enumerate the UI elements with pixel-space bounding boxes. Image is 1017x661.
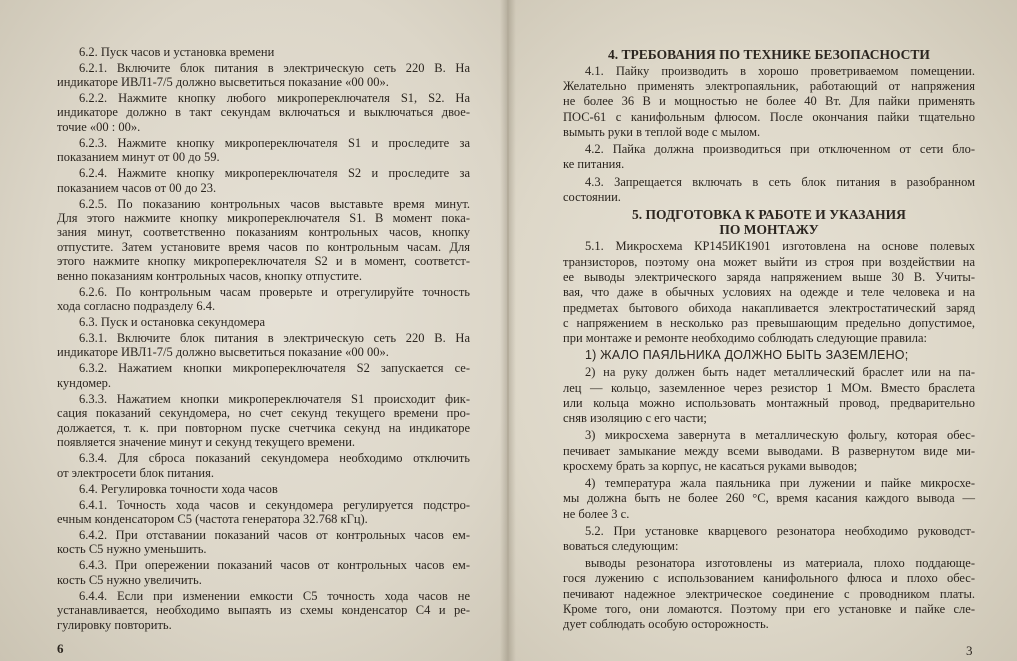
section-heading (563, 207, 975, 238)
right-page (509, 0, 1017, 661)
text-line: с напряжением в несколько раз превышающим предельно допустимое, (563, 315, 975, 330)
paragraph (563, 142, 975, 173)
text-line: 6.2.3. Нажмите кнопку микропереключателя S1 и проследите за (79, 135, 470, 150)
page-number-right: 3 (966, 643, 973, 658)
text-line: 6.2.1. Включите блок питания в электрическую сеть 220 В. На (79, 60, 470, 75)
text-line: состоянии. (563, 189, 621, 204)
text-line: 5. ПОДГОТОВКА К РАБОТЕ И УКАЗАНИЯ (632, 206, 906, 222)
paragraph (563, 428, 975, 474)
right-page-text (563, 45, 975, 633)
paragraph (57, 558, 470, 587)
text-line: 6.2.4. Нажмите кнопку микропереключателя S2 и проследите за (79, 166, 470, 181)
text-line: транзисторов, поэтому она может выйти из строя при воздействии на (563, 254, 975, 269)
text-line: от электросети блок питания. (57, 465, 214, 480)
left-page-text (57, 43, 470, 632)
text-line: кость С5 нужно увеличить. (57, 572, 202, 587)
text-line: 4. ТРЕБОВАНИЯ ПО ТЕХНИКЕ БЕЗОПАСНОСТИ (608, 46, 930, 62)
text-line: должается, т. к. при повторном пуске счетчика секунд на индикаторе (57, 420, 470, 435)
text-line: хода согласно подразделу 6.4. (57, 299, 216, 314)
text-line: отпустите. Затем установите время часов по контрольным часам. Для (57, 239, 470, 254)
text-line: 6.4.3. При опережении показаний часов от контрольных часов ем- (79, 558, 470, 573)
text-line: 4) температура жала паяльника при лужении и пайке микросхе- (585, 475, 975, 490)
text-line: не более 36 В и мощностью не более 40 Вт. Для пайки применять (563, 94, 975, 109)
text-line: Желательно применять электропаяльник, работающий от напряжения (563, 79, 975, 94)
text-line: 6.3.1. Включите блок питания в электрическую сеть 220 В. На (79, 331, 470, 346)
text-line: ке питания. (563, 157, 625, 172)
paragraph (57, 589, 470, 632)
text-line: 6.3. Пуск и остановка секундомера (79, 315, 266, 330)
text-line: не более 3 с. (563, 506, 630, 521)
text-line: гулировку повторить. (57, 617, 172, 632)
text-line: кость С5 нужно уменьшить. (57, 542, 207, 557)
text-line: вая, что даже в обычных условиях на одежде и теле человека и на (563, 285, 975, 300)
text-line: 6.2.6. По контрольным часам проверьте и отрегулируйте точность (79, 284, 470, 299)
text-line: 6.3.4. Для сброса показаний секундомера необходимо отключить (79, 451, 470, 466)
text-line: Для этого нажмите кнопку микропереключателя S1. В момент пока- (57, 211, 470, 226)
paragraph (57, 166, 470, 195)
text-line: 6.3.2. Нажатием кнопки микропереключателя S2 запускается се- (79, 361, 470, 376)
text-line: вымыть руки в теплой воде с мылом. (563, 125, 761, 140)
text-line: этого нажмите кнопку микропереключателя S2 и в момент, соответст- (57, 254, 470, 269)
paragraph (57, 136, 470, 165)
text-line: ечным конденсатором С5 (частота генератора 32.768 кГц). (57, 511, 368, 526)
text-line: 6.3.3. Нажатием кнопки микропереключателя S1 происходит фик- (79, 391, 470, 406)
paragraph (563, 524, 975, 555)
text-line: 6.4.4. Если при изменении емкости С5 точность хода часов не (79, 588, 470, 603)
text-line: кундомер. (57, 375, 112, 390)
paragraph (57, 498, 470, 527)
paragraph (563, 365, 975, 426)
text-line: Кроме того, они ломаются. Поэтому при его установке и пайке сле- (563, 601, 975, 616)
text-line: точие «00 : 00». (57, 119, 141, 134)
paragraph (57, 285, 470, 314)
text-line: 6.4.1. Точность хода часов и секундомера регулируется подстро- (79, 497, 470, 512)
paragraph (563, 64, 975, 140)
text-line: воваться следующим: (563, 538, 679, 553)
text-line: 3) микросхема завернута в металлическую фольгу, которая обес- (585, 428, 975, 443)
text-line: 4.1. Пайку производить в хорошо проветриваемом помещении. (585, 63, 975, 78)
text-line: 6.2.5. По показанию контрольных часов выставьте время минут. (79, 196, 470, 211)
paragraph (57, 361, 470, 390)
text-line: 2) на руку должен быть надет металлический браслет или на па- (585, 365, 975, 380)
text-line: 5.1. Микросхема КР145ИК1901 изготовлена на основе полевых (585, 239, 975, 254)
text-line: или кольца можно использовать монтажный провод, предварительно (563, 395, 975, 410)
text-line: сняв изоляцию с его части; (563, 411, 707, 426)
text-line: 4.3. Запрещается включать в сеть блок питания в разобранном (585, 174, 975, 189)
text-line: показанием часов от 00 до 23. (57, 180, 217, 195)
text-line: индикаторе ИВЛ1-7/5 должно высветиться показание «00 00». (57, 345, 389, 360)
text-line: 1) ЖАЛО ПАЯЛЬНИКА ДОЛЖНО БЫТЬ ЗАЗЕМЛЕНО; (585, 348, 909, 363)
left-page (0, 0, 507, 661)
book-gutter (500, 0, 516, 661)
text-line: показанием минут от 00 до 59. (57, 150, 220, 165)
text-line: устанавливается, необходимо выпаять из схемы конденсатор С4 и ре- (57, 603, 470, 618)
paragraph (563, 476, 975, 522)
text-line: мы должна быть не более 260 °С, время касания каждого вывода — (563, 491, 975, 506)
text-line: ее выводы электрического заряда напряжением выше 30 В. Учиты- (563, 269, 975, 284)
subsection-heading (57, 315, 470, 329)
paragraph (57, 91, 470, 134)
text-line: индикаторе должно в такт секундам включаться и выключаться двое- (57, 105, 470, 120)
text-line: зания минут, соответственно показаниям контрольных часов, кнопку (57, 225, 470, 240)
section-heading (563, 47, 975, 62)
text-line: 4.2. Пайка должна производиться при отключенном от сети бло- (585, 142, 975, 157)
paragraph (563, 348, 975, 363)
text-line: 6.2.2. Нажмите кнопку любого микропереключателя S1, S2. На (79, 91, 470, 105)
text-line: печивает замыкание между всеми выводами. В развернутом виде ми- (563, 443, 975, 458)
text-line: предметах бытового обихода накапливается электростатический заряд (563, 300, 975, 315)
text-line: 5.2. При установке кварцевого резонатора необходимо руководст- (585, 523, 975, 538)
paragraph (57, 528, 470, 557)
text-line: 6.4.2. При отставании показаний часов от контрольных часов ем- (79, 527, 470, 542)
paragraph (57, 61, 470, 90)
text-line: 6.2. Пуск часов и установка времени (79, 44, 275, 59)
text-line: венно показаниям контрольных часов, кнопку отпустите. (57, 268, 362, 283)
text-line: дует соблюдать особую осторожность. (563, 617, 769, 632)
text-line: 6.4. Регулировка точности хода часов (79, 481, 278, 496)
page-number-left: 6 (57, 641, 64, 656)
text-line: появляется значение минут и секунд текущего времени. (57, 435, 356, 450)
text-line: индикаторе ИВЛ1-7/5 должно высветиться показание «00 00». (57, 75, 389, 89)
paragraph (57, 392, 470, 450)
text-line: при монтаже и ремонте необходимо соблюдать следующие правила: (563, 331, 927, 346)
text-line: лец — кольцо, заземленное через резистор 1 МОм. Вместо браслета (563, 380, 975, 395)
paragraph (563, 239, 975, 346)
text-line: гося лужению с использованием канифольного флюса и плохо обес- (563, 571, 975, 586)
paragraph (563, 175, 975, 206)
text-line: кросхему брать за корпус, не касаться руками выводов; (563, 458, 858, 473)
text-line: сация показаний секундомера, но счет секунд текущего времени про- (57, 406, 470, 421)
paragraph (57, 197, 470, 283)
paragraph (563, 556, 975, 632)
text-line: ПО МОНТАЖУ (719, 222, 819, 238)
subsection-heading (57, 482, 470, 496)
paragraph (57, 331, 470, 360)
text-line: печивают надежное электрическое соединение с проводником платы. (563, 586, 975, 601)
text-line: выводы резонатора изготовлены из материала, плохо поддающе- (585, 556, 975, 571)
paragraph (57, 451, 470, 480)
subsection-heading (57, 45, 470, 59)
text-line: ПОС-61 с канифольным флюсом. После окончания пайки тщательно (563, 109, 975, 124)
